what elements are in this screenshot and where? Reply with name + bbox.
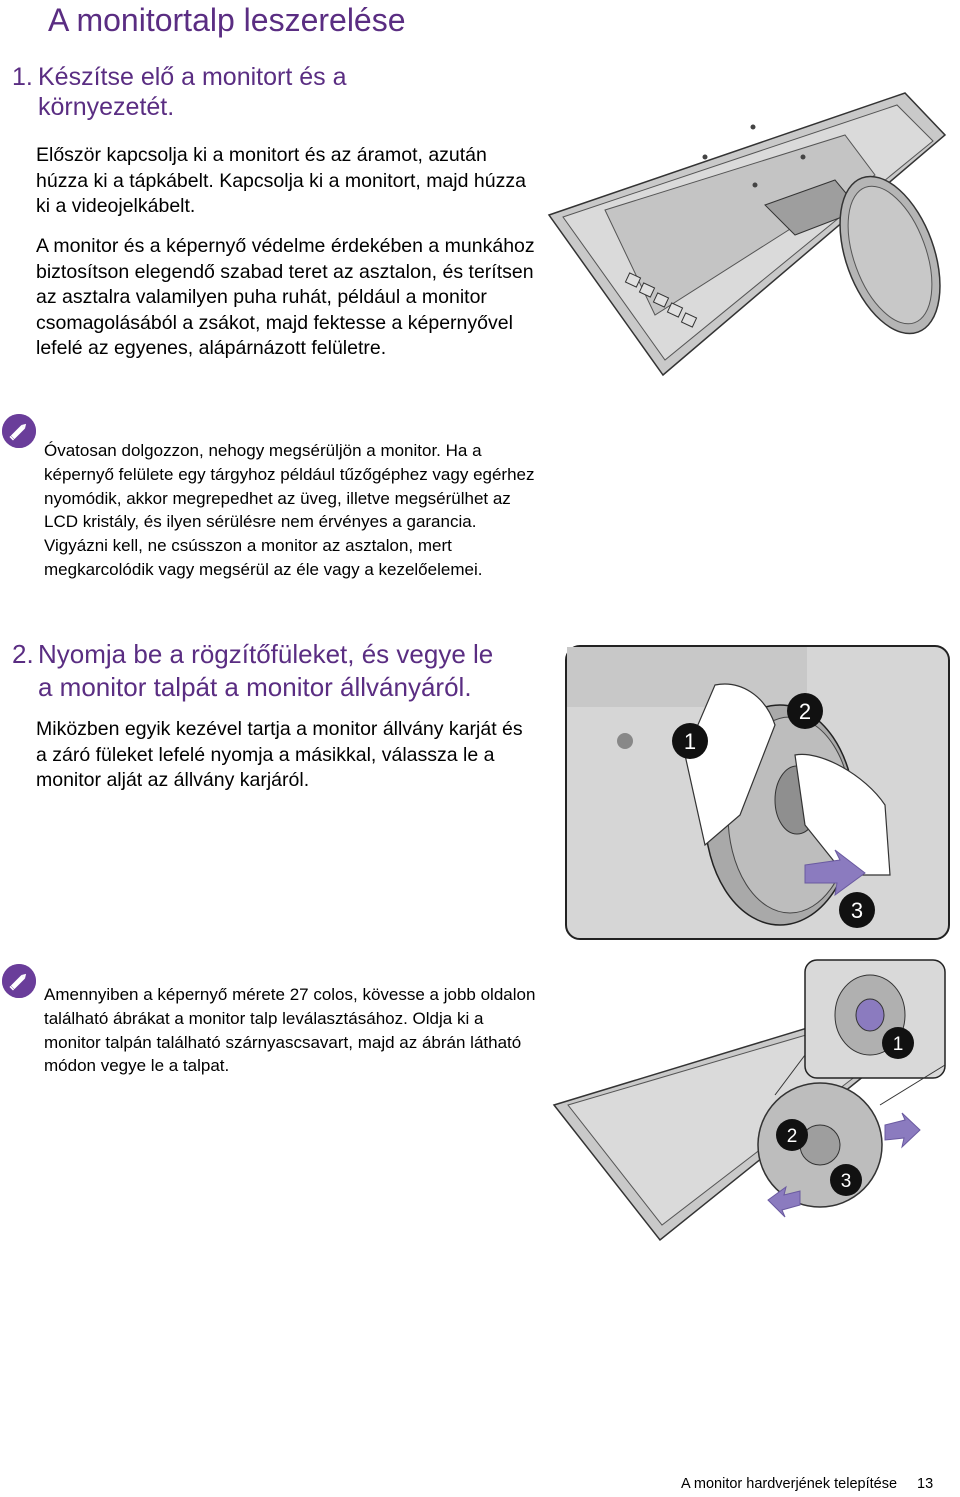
callout-2 (776, 1119, 808, 1151)
callout-1 (672, 723, 708, 759)
page-number: 13 (917, 1476, 934, 1492)
step-1-number: 1. (12, 63, 33, 91)
svg-text:1: 1 (683, 729, 697, 754)
step-2-paragraph: Miközben egyik kezével tartja a monitor állvány karját és a záró füleket lefelé nyomja a másikkal, válassza le a monitor alját az állvány karjáról. (36, 718, 523, 791)
detach-stand-illustration (565, 645, 950, 940)
27-inch-stand-removal-illustration (550, 955, 950, 1245)
caution-note: Óvatosan dolgozzon, nehogy megsérüljön a monitor. Ha a képernyő felülete egy tárgyhoz például tűzőgéphez vagy egérhez nyomódik, akkor megrepedhet az üveg, illetve megsérülhet az LCD kristály, és ilyen sérülésre nem érvényes a garancia. Vigyázni kell, ne csússzon a monitor az asztalon, mert megkarcolódik vagy megsérül az éle vagy a kezelőelemei. (44, 441, 535, 579)
step-1-line-2: környezetét. (38, 93, 175, 121)
step-2-line-1: Nyomja be a rögzítőfüleket, és vegye le (38, 639, 494, 669)
step-2-line-2: a monitor talpát a monitor állványáról. (38, 672, 472, 702)
callout-1 (882, 1027, 914, 1059)
callout-3 (839, 892, 875, 928)
svg-text:3: 3 (850, 898, 864, 923)
27-inch-note: Amennyiben a képernyő mérete 27 colos, kövesse a jobb oldalon található ábrákat a monitor talp leválasztásához. Oldja ki a monitor talpán található szárnyascsavart, majd az ábrán látható módon vegye le a talpat. (44, 985, 536, 1076)
page-title: A monitortalp leszerelése (48, 2, 406, 38)
step-1-paragraph-1: Először kapcsolja ki a monitort és az áramot, azután húzza ki a tápkábelt. Kapcsolja ki a monitort, majd húzza ki a videojelkábelt. (36, 144, 526, 217)
footer-section-title: A monitor hardverjének telepítése (681, 1476, 898, 1492)
callout-3 (830, 1164, 862, 1196)
step-1-line-1: Készítse elő a monitort és a (38, 63, 347, 91)
pencil-icon (2, 414, 36, 448)
svg-text:1: 1 (892, 1034, 904, 1055)
monitor-face-down-illustration (545, 85, 957, 385)
callout-2 (787, 693, 823, 729)
step-1-paragraph-2: A monitor és a képernyő védelme érdekében a munkához biztosítson elegendő szabad teret az asztalon, és terítsen az asztalra valamilyen puha ruhát, például a monitor csomagolásából a zsákot, majd fektesse a képernyővel lefelé az egyenes, alápárnázott felületre. (36, 235, 535, 359)
step-1-heading (12, 62, 432, 122)
step-2-heading (12, 638, 552, 704)
pencil-icon (2, 964, 36, 998)
svg-text:2: 2 (798, 699, 812, 724)
svg-text:2: 2 (786, 1126, 798, 1147)
step-2-number: 2. (12, 639, 34, 669)
page-footer (681, 1476, 933, 1492)
svg-text:3: 3 (840, 1171, 852, 1192)
